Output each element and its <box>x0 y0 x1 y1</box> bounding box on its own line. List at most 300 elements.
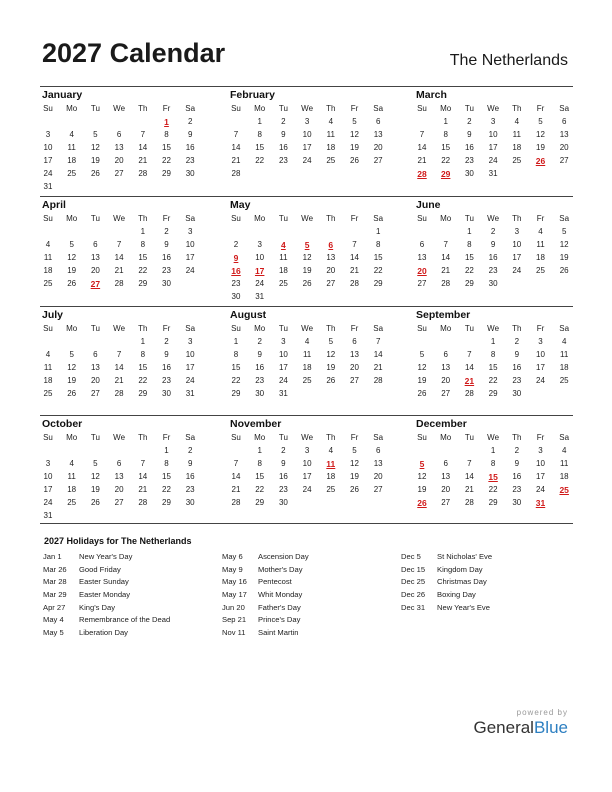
day-cell: 9 <box>164 240 169 249</box>
day-cell: 4 <box>328 446 334 455</box>
day-cell: 10 <box>185 240 195 249</box>
weekday-label: Tu <box>464 104 474 113</box>
day-cell: 22 <box>441 156 451 165</box>
month-october <box>42 417 196 520</box>
day-cell: 25 <box>43 389 53 398</box>
holiday-date: May 9 <box>222 564 243 574</box>
day-cell: 7 <box>352 240 357 249</box>
day-cell: 25 <box>67 498 77 507</box>
day-cell: 19 <box>536 143 545 152</box>
month-january <box>42 88 196 191</box>
day-cell: 26 <box>67 389 77 398</box>
weekday-label: Fr <box>536 324 545 333</box>
day-cell: 6 <box>93 350 98 359</box>
day-cell: 7 <box>140 459 146 468</box>
day-cell: 22 <box>373 266 383 275</box>
day-cell: 3 <box>490 117 496 126</box>
weekday-label: Su <box>231 324 241 333</box>
day-cell: 12 <box>90 143 100 152</box>
day-cell: 11 <box>536 240 545 249</box>
day-cell: 7 <box>116 240 122 249</box>
day-cell: 16 <box>278 472 288 481</box>
day-cell: 10 <box>512 240 522 249</box>
day-cell: 19 <box>417 376 427 385</box>
day-cell: 7 <box>419 130 425 139</box>
holiday-date: Apr 27 <box>43 602 66 612</box>
weekday-label: Sa <box>373 214 384 223</box>
day-cell: 12 <box>350 459 359 468</box>
day-cell: 5 <box>328 337 334 346</box>
holiday-day-cell: 4 <box>281 240 286 250</box>
holiday-date: Mar 29 <box>43 590 67 600</box>
holiday-day-cell: 26 <box>417 498 427 508</box>
day-cell: 16 <box>162 363 171 372</box>
holiday-item <box>401 565 492 578</box>
holiday-name: Remembrance of the Dead <box>79 615 171 625</box>
day-cell: 9 <box>257 350 262 359</box>
holiday-item <box>401 552 492 565</box>
month-name: May <box>230 199 251 211</box>
day-cell: 19 <box>90 156 100 165</box>
day-cell: 17 <box>512 253 522 262</box>
day-cell: 14 <box>373 350 383 359</box>
weekday-label: We <box>487 104 500 113</box>
day-cell: 14 <box>114 363 124 372</box>
day-cell: 2 <box>164 227 169 236</box>
day-cell: 22 <box>488 485 498 494</box>
weekday-label: Tu <box>90 104 100 113</box>
day-cell: 7 <box>375 337 381 346</box>
divider-line <box>40 306 573 307</box>
day-cell: 30 <box>162 279 171 288</box>
day-cell: 9 <box>467 130 472 139</box>
day-cell: 23 <box>255 376 265 385</box>
day-cell: 15 <box>464 253 474 262</box>
day-cell: 7 <box>116 350 122 359</box>
day-cell: 30 <box>278 498 288 507</box>
day-cell: 25 <box>278 279 288 288</box>
holiday-name: Christmas Day <box>437 577 487 587</box>
weekday-label: We <box>301 104 314 113</box>
day-cell: 29 <box>138 389 148 398</box>
day-cell: 6 <box>352 337 357 346</box>
day-cell: 30 <box>231 292 241 301</box>
day-cell: 13 <box>326 253 336 262</box>
day-cell: 29 <box>373 279 383 288</box>
day-cell: 16 <box>488 253 498 262</box>
holiday-name: Prince's Day <box>258 615 301 625</box>
weekday-label: Th <box>138 324 148 333</box>
holiday-item <box>401 590 492 603</box>
holiday-date: Jun 20 <box>222 602 245 612</box>
day-cell: 12 <box>90 472 100 481</box>
day-cell: 11 <box>326 130 335 139</box>
day-cell: 27 <box>373 156 383 165</box>
day-cell: 11 <box>302 350 312 359</box>
holiday-date: Jan 1 <box>43 552 62 561</box>
day-cell: 21 <box>464 485 474 494</box>
day-cell: 22 <box>162 485 171 494</box>
brand-name-general: General <box>473 718 534 737</box>
day-cell: 18 <box>278 266 288 275</box>
day-cell: 14 <box>138 472 148 481</box>
day-cell: 11 <box>67 143 76 152</box>
holiday-name: Whit Monday <box>258 590 303 600</box>
day-cell: 14 <box>231 472 241 481</box>
holiday-name: Saint Martin <box>258 628 299 638</box>
day-cell: 1 <box>443 117 448 126</box>
weekday-label: Th <box>326 104 336 113</box>
day-cell: 19 <box>559 253 569 262</box>
day-cell: 26 <box>67 279 77 288</box>
day-cell: 9 <box>164 350 169 359</box>
day-cell: 30 <box>162 389 171 398</box>
holiday-item <box>222 565 309 578</box>
holiday-day-cell: 28 <box>417 169 427 179</box>
day-cell: 20 <box>373 143 383 152</box>
day-cell: 26 <box>350 485 359 494</box>
holiday-date: Mar 28 <box>43 577 67 587</box>
day-cell: 2 <box>514 337 520 346</box>
day-cell: 17 <box>185 363 195 372</box>
day-cell: 26 <box>417 389 427 398</box>
day-cell: 28 <box>138 498 148 507</box>
holiday-date: Dec 15 <box>401 564 426 574</box>
day-cell: 23 <box>162 376 171 385</box>
day-cell: 11 <box>43 363 53 372</box>
day-cell: 31 <box>185 389 195 398</box>
day-cell: 26 <box>90 498 100 507</box>
weekday-label: Mo <box>440 433 452 442</box>
day-cell: 4 <box>561 446 567 455</box>
day-cell: 13 <box>441 472 451 481</box>
weekday-label: Tu <box>464 324 474 333</box>
day-cell: 13 <box>114 472 124 481</box>
weekday-label: Mo <box>440 324 452 333</box>
day-cell: 12 <box>326 350 336 359</box>
day-cell: 7 <box>467 459 472 468</box>
weekday-label: We <box>487 214 500 223</box>
day-cell: 21 <box>231 156 241 165</box>
holiday-name: Pentecost <box>258 577 292 587</box>
day-cell: 7 <box>233 459 239 468</box>
day-cell: 2 <box>467 117 472 126</box>
weekday-label: Sa <box>373 433 384 442</box>
day-cell: 1 <box>257 446 262 455</box>
weekday-label: Sa <box>185 214 196 223</box>
day-cell: 20 <box>326 266 336 275</box>
month-name: September <box>416 309 471 321</box>
day-cell: 20 <box>373 472 383 481</box>
weekday-label: Tu <box>90 214 100 223</box>
day-cell: 29 <box>162 498 171 507</box>
weekday-label: Th <box>138 104 148 113</box>
day-cell: 14 <box>464 363 474 372</box>
weekday-label: Tu <box>278 433 288 442</box>
day-cell: 14 <box>464 472 474 481</box>
day-cell: 23 <box>278 485 288 494</box>
day-cell: 15 <box>162 143 171 152</box>
day-cell: 18 <box>536 253 545 262</box>
holiday-day-cell: 20 <box>417 266 427 276</box>
day-cell: 22 <box>138 266 148 275</box>
day-cell: 28 <box>231 498 241 507</box>
day-cell: 6 <box>116 459 122 468</box>
day-cell: 12 <box>67 363 77 372</box>
day-cell: 21 <box>138 485 148 494</box>
day-cell: 30 <box>185 169 195 178</box>
weekday-label: Su <box>417 324 427 333</box>
day-cell: 13 <box>350 350 359 359</box>
holiday-item <box>43 577 170 590</box>
day-cell: 6 <box>375 446 381 455</box>
day-cell: 23 <box>512 485 522 494</box>
holiday-item <box>43 552 170 565</box>
weekday-label: Fr <box>162 104 171 113</box>
day-cell: 28 <box>114 389 124 398</box>
day-cell: 14 <box>231 143 241 152</box>
day-cell: 17 <box>302 143 312 152</box>
day-cell: 13 <box>373 459 383 468</box>
day-cell: 22 <box>488 376 498 385</box>
divider-line <box>40 86 573 87</box>
day-cell: 29 <box>231 389 241 398</box>
day-cell: 21 <box>373 363 383 372</box>
weekday-label: Fr <box>162 433 171 442</box>
day-cell: 12 <box>417 363 427 372</box>
day-cell: 3 <box>304 446 310 455</box>
day-cell: 19 <box>350 472 359 481</box>
weekday-label: Su <box>231 214 241 223</box>
weekday-label: Fr <box>350 214 359 223</box>
day-cell: 30 <box>464 169 474 178</box>
day-cell: 3 <box>45 459 51 468</box>
day-cell: 27 <box>114 498 124 507</box>
holiday-column <box>222 552 309 641</box>
day-cell: 29 <box>162 169 171 178</box>
day-cell: 22 <box>464 266 474 275</box>
day-cell: 29 <box>464 279 474 288</box>
day-cell: 18 <box>512 143 522 152</box>
month-april <box>42 198 196 289</box>
day-cell: 13 <box>90 363 100 372</box>
weekday-label: Fr <box>350 324 359 333</box>
day-cell: 10 <box>185 350 195 359</box>
day-cell: 1 <box>257 117 262 126</box>
weekday-label: Mo <box>66 104 78 113</box>
day-cell: 25 <box>67 169 77 178</box>
day-cell: 21 <box>138 156 148 165</box>
day-cell: 7 <box>443 240 448 249</box>
holiday-name: St Nicholas' Eve <box>437 552 493 561</box>
powered-by-label: powered by <box>516 708 568 717</box>
day-cell: 19 <box>90 485 100 494</box>
day-cell: 2 <box>490 227 496 236</box>
day-cell: 10 <box>43 143 53 152</box>
day-cell: 22 <box>162 156 171 165</box>
weekday-label: We <box>301 433 314 442</box>
weekday-label: Sa <box>559 214 570 223</box>
day-cell: 19 <box>302 266 312 275</box>
holiday-day-cell: 9 <box>233 253 239 263</box>
day-cell: 18 <box>326 472 336 481</box>
day-cell: 18 <box>302 363 312 372</box>
day-cell: 8 <box>140 350 146 359</box>
weekday-label: Th <box>326 214 336 223</box>
day-cell: 2 <box>187 446 193 455</box>
day-cell: 24 <box>536 485 545 494</box>
holiday-date: Dec 5 <box>401 552 421 561</box>
day-cell: 22 <box>231 376 241 385</box>
country-name: The Netherlands <box>449 52 568 69</box>
holiday-day-cell: 11 <box>326 459 336 469</box>
weekday-label: Mo <box>440 214 452 223</box>
weekday-label: Sa <box>373 104 384 113</box>
day-cell: 23 <box>185 156 195 165</box>
month-name: December <box>416 418 467 430</box>
day-cell: 6 <box>443 350 448 359</box>
day-cell: 9 <box>490 240 496 249</box>
holiday-item <box>43 565 170 578</box>
day-cell: 6 <box>443 459 448 468</box>
holiday-item <box>43 603 170 616</box>
day-cell: 15 <box>138 363 148 372</box>
day-cell: 7 <box>140 130 146 139</box>
day-cell: 23 <box>512 376 522 385</box>
weekday-label: Th <box>512 324 522 333</box>
day-cell: 3 <box>187 337 193 346</box>
day-cell: 27 <box>90 389 100 398</box>
month-name: March <box>416 89 447 101</box>
day-cell: 23 <box>162 266 171 275</box>
day-cell: 30 <box>255 389 265 398</box>
day-cell: 22 <box>138 376 148 385</box>
day-cell: 25 <box>326 156 336 165</box>
weekday-label: Fr <box>536 104 545 113</box>
day-cell: 6 <box>561 117 567 126</box>
day-cell: 3 <box>538 337 543 346</box>
day-cell: 6 <box>419 240 425 249</box>
day-cell: 27 <box>441 389 451 398</box>
day-cell: 13 <box>114 143 124 152</box>
day-cell: 16 <box>255 363 265 372</box>
weekday-label: Mo <box>254 433 266 442</box>
day-cell: 27 <box>114 169 124 178</box>
day-cell: 29 <box>488 389 498 398</box>
day-cell: 19 <box>67 376 77 385</box>
day-cell: 25 <box>559 376 569 385</box>
day-cell: 10 <box>488 130 498 139</box>
day-cell: 18 <box>326 143 336 152</box>
day-cell: 24 <box>488 156 498 165</box>
day-cell: 5 <box>352 117 357 126</box>
day-cell: 8 <box>467 240 472 249</box>
holiday-name: Mother's Day <box>258 564 303 574</box>
day-cell: 9 <box>187 130 193 139</box>
day-cell: 24 <box>278 376 288 385</box>
day-cell: 13 <box>417 253 427 262</box>
holiday-date: May 17 <box>222 590 247 600</box>
weekday-label: Su <box>231 104 241 113</box>
day-cell: 25 <box>302 376 312 385</box>
weekday-label: Su <box>417 214 427 223</box>
brand-logo <box>473 708 568 738</box>
holiday-day-cell: 27 <box>90 279 101 289</box>
day-cell: 25 <box>326 485 336 494</box>
weekday-label: We <box>113 433 126 442</box>
day-cell: 8 <box>490 459 496 468</box>
month-february <box>230 88 384 178</box>
day-cell: 8 <box>490 350 496 359</box>
day-cell: 10 <box>302 130 312 139</box>
day-cell: 4 <box>561 337 567 346</box>
holiday-item <box>222 552 309 565</box>
holiday-day-cell: 31 <box>535 498 546 508</box>
day-cell: 1 <box>233 337 239 346</box>
day-cell: 11 <box>560 459 569 468</box>
holiday-column <box>43 552 170 641</box>
day-cell: 21 <box>114 266 124 275</box>
month-december <box>416 417 570 508</box>
day-cell: 23 <box>488 266 498 275</box>
day-cell: 18 <box>559 363 569 372</box>
day-cell: 12 <box>559 240 569 249</box>
holiday-date: Dec 25 <box>401 577 426 587</box>
weekday-label: We <box>301 324 314 333</box>
day-cell: 24 <box>536 376 545 385</box>
day-cell: 24 <box>185 266 195 275</box>
weekday-label: Sa <box>185 433 196 442</box>
day-cell: 29 <box>488 498 498 507</box>
day-cell: 4 <box>69 130 74 139</box>
day-cell: 27 <box>373 485 383 494</box>
day-cell: 3 <box>257 240 262 249</box>
weekday-label: Tu <box>90 433 100 442</box>
day-cell: 2 <box>257 337 262 346</box>
day-cell: 5 <box>93 130 98 139</box>
day-cell: 16 <box>185 472 195 481</box>
weekday-label: Su <box>231 433 241 442</box>
weekday-label: Su <box>43 324 53 333</box>
weekday-label: Sa <box>185 104 196 113</box>
day-cell: 23 <box>185 485 195 494</box>
day-cell: 19 <box>326 363 336 372</box>
day-cell: 17 <box>185 253 195 262</box>
holiday-day-cell: 16 <box>231 266 241 276</box>
day-cell: 10 <box>255 253 265 262</box>
weekday-label: Fr <box>536 214 545 223</box>
day-cell: 4 <box>514 117 520 126</box>
weekday-label: Fr <box>350 104 359 113</box>
day-cell: 18 <box>559 472 569 481</box>
month-july <box>42 308 196 398</box>
day-cell: 1 <box>467 227 472 236</box>
day-cell: 14 <box>417 143 427 152</box>
day-cell: 8 <box>233 350 239 359</box>
day-cell: 3 <box>514 227 520 236</box>
day-cell: 28 <box>231 169 241 178</box>
day-cell: 24 <box>302 485 312 494</box>
day-cell: 17 <box>43 156 53 165</box>
day-cell: 3 <box>45 130 51 139</box>
holiday-name: Easter Sunday <box>79 577 129 587</box>
day-cell: 3 <box>538 446 543 455</box>
holiday-item <box>401 577 492 590</box>
day-cell: 20 <box>90 266 100 275</box>
weekday-label: We <box>487 324 500 333</box>
divider-line <box>40 523 573 524</box>
weekday-label: Th <box>326 324 336 333</box>
